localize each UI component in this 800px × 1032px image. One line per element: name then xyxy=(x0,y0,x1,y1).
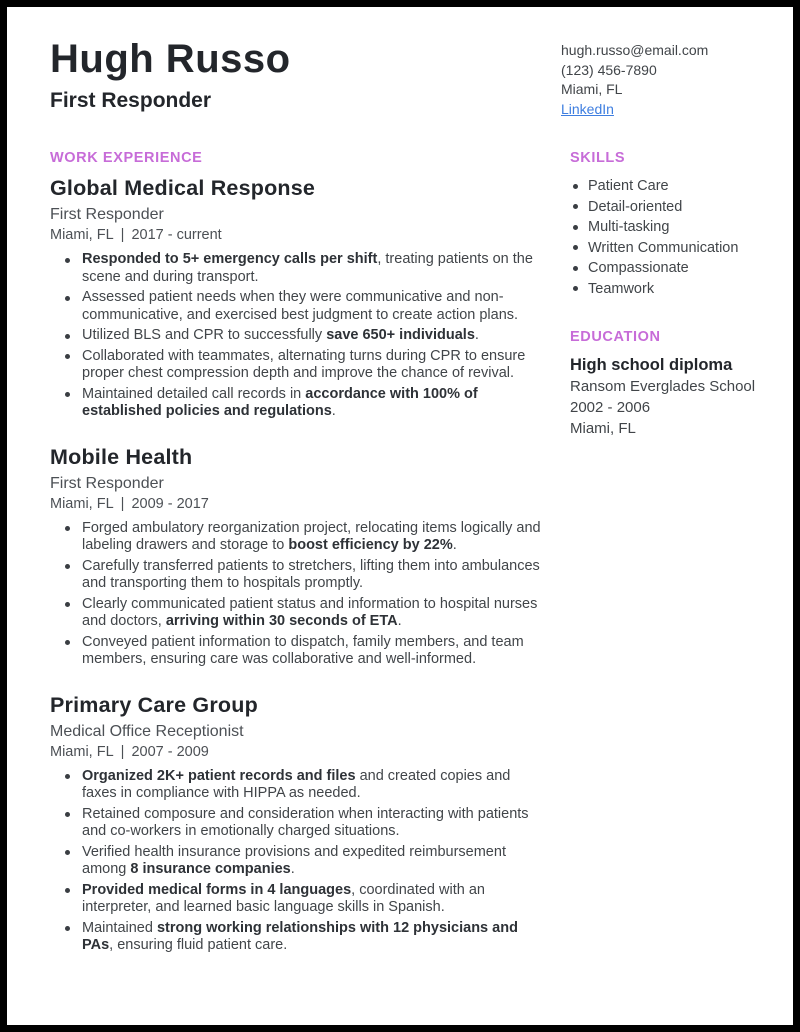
identity-block xyxy=(50,36,291,119)
job-bullet: Retained composure and consideration when interacting with patients and co-workers in emotionally charged situations. xyxy=(50,806,544,841)
linkedin-link[interactable]: LinkedIn xyxy=(561,100,614,117)
job-bullet: Responded to 5+ emergency calls per shift, treating patients on the scene and during transport. xyxy=(50,251,544,286)
job-bullet-list xyxy=(50,768,544,955)
job-bullet: Clearly communicated patient status and information to hospital nurses and doctors, arriving within 30 seconds of ETA. xyxy=(50,596,544,631)
work-experience-heading: WORK EXPERIENCE xyxy=(50,150,203,166)
job-bullet: Carefully transferred patients to stretchers, lifting them into ambulances and transporting them to hospitals promptly. xyxy=(50,558,544,593)
job-bullet: Verified health insurance provisions and expedited reimbursement among 8 insurance companies. xyxy=(50,844,544,879)
job-bullet: Maintained detailed call records in accordance with 100% of established policies and regulations. xyxy=(50,386,544,421)
job-bullet: Assessed patient needs when they were communicative and non-communicative, and exercised best judgment to create action plans. xyxy=(50,289,544,324)
education-dates: 2002 - 2006 xyxy=(570,398,651,416)
work-experience-section xyxy=(50,119,544,958)
job-bullet: Collaborated with teammates, alternating turns during CPR to ensure proper chest compression depth and improve the chance of revival. xyxy=(50,348,544,383)
job-bullet-list xyxy=(50,520,544,669)
meta-separator: | xyxy=(120,227,125,243)
job-location: Miami, FL xyxy=(50,227,114,243)
contact-location: Miami, FL xyxy=(561,81,623,97)
education-school: Ransom Everglades School xyxy=(570,377,756,395)
content xyxy=(7,119,793,958)
job-bullet: Forged ambulatory reorganization project, relocating items logically and labeling drawers and storage to boost efficiency by 22%. xyxy=(50,520,544,555)
job-bullet: Conveyed patient information to dispatch, family members, and team members, ensuring care was collaborative and well-informed. xyxy=(50,634,544,669)
job-bullet: Maintained strong working relationships with 12 physicians and PAs, ensuring fluid patient care. xyxy=(50,920,544,955)
skill-item: Detail-oriented xyxy=(570,197,757,217)
sidebar xyxy=(570,119,757,958)
job-role: First Responder xyxy=(50,474,164,492)
job-meta xyxy=(50,496,544,513)
job-entry xyxy=(50,692,544,955)
job-location: Miami, FL xyxy=(50,495,114,512)
job-role: Medical Office Receptionist xyxy=(50,722,244,740)
education-degree: High school diploma xyxy=(570,355,733,374)
job-location: Miami, FL xyxy=(50,743,114,760)
skill-item: Teamwork xyxy=(570,279,757,299)
company-name: Primary Care Group xyxy=(50,692,258,717)
job-meta xyxy=(50,227,544,244)
education-heading: EDUCATION xyxy=(570,328,661,345)
job-entry xyxy=(50,175,544,421)
company-name: Mobile Health xyxy=(50,444,193,469)
job-dates: 2007 - 2009 xyxy=(131,743,209,760)
skills-heading: SKILLS xyxy=(570,150,626,166)
company-name: Global Medical Response xyxy=(50,176,316,200)
job-entry xyxy=(50,444,544,669)
skill-item: Written Communication xyxy=(570,238,757,258)
job-bullet: Utilized BLS and CPR to successfully save 650+ individuals. xyxy=(50,327,544,345)
skill-item: Compassionate xyxy=(570,258,757,278)
job-dates: 2017 - current xyxy=(131,227,222,243)
job-bullet: Provided medical forms in 4 languages, coordinated with an interpreter, and learned basic language skills in Spanish. xyxy=(50,882,544,917)
skills-list xyxy=(570,176,757,299)
meta-separator: | xyxy=(120,743,125,760)
contact-email: hugh.russo@email.com xyxy=(561,42,709,58)
meta-separator: | xyxy=(120,495,125,512)
education-location: Miami, FL xyxy=(570,419,636,437)
skill-item: Patient Care xyxy=(570,176,757,196)
skill-item: Multi-tasking xyxy=(570,217,757,237)
job-bullet-list xyxy=(50,251,544,421)
job-meta xyxy=(50,744,544,761)
contact-phone: (123) 456-7890 xyxy=(561,61,657,78)
job-role: First Responder xyxy=(50,206,164,223)
person-name: Hugh Russo xyxy=(50,37,291,81)
person-job-title: First Responder xyxy=(50,89,212,112)
job-bullet: Organized 2K+ patient records and files and created copies and faxes in compliance with HIPPA as needed. xyxy=(50,768,544,803)
job-list xyxy=(50,175,544,955)
header xyxy=(7,7,793,119)
job-dates: 2009 - 2017 xyxy=(131,495,209,512)
contact-block xyxy=(561,36,757,119)
